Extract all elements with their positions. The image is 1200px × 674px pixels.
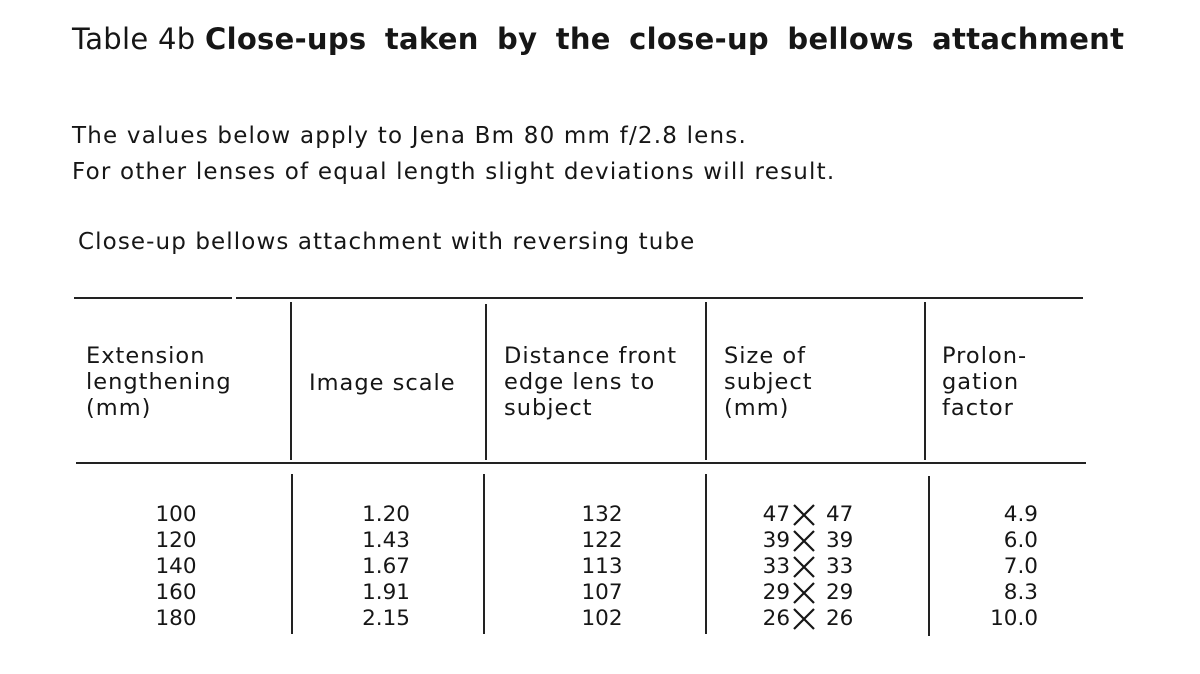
size-width: 47	[762, 502, 790, 527]
table-cell: 2.15	[362, 606, 410, 631]
table-cell: 1.20	[362, 502, 410, 527]
column-distance	[572, 502, 632, 632]
table-cell: 7.0	[1003, 554, 1038, 579]
column-separator	[928, 476, 930, 636]
table-cell: 1.67	[362, 554, 410, 579]
table-cell: 120	[155, 528, 197, 553]
table-cell: 122	[581, 528, 623, 553]
header-size: Size of subject (mm)	[724, 343, 813, 421]
size-cell	[752, 580, 864, 606]
table-cell: 10.0	[990, 606, 1038, 631]
size-cell	[752, 502, 864, 528]
table-cell: 100	[155, 502, 197, 527]
size-height: 33	[826, 554, 854, 579]
column-size	[752, 502, 864, 632]
table-heading: Close-ups taken by the close-up bellows attachment	[205, 22, 1125, 56]
table-cell: 132	[581, 502, 623, 527]
table-cell: 6.0	[1003, 528, 1038, 553]
intro-line-1: The values below apply to Jena Bm 80 mm f/2.8 lens.	[72, 123, 748, 149]
table-cell: 140	[155, 554, 197, 579]
column-separator	[290, 302, 292, 460]
times-icon	[791, 580, 817, 606]
table-cell: 160	[155, 580, 197, 605]
table-top-rule-left	[74, 297, 232, 299]
times-icon	[791, 502, 817, 528]
table-cell: 4.9	[1003, 502, 1038, 527]
column-separator	[924, 302, 926, 460]
times-icon	[791, 528, 817, 554]
column-separator	[485, 304, 487, 460]
column-prolongation	[968, 502, 1038, 632]
times-icon	[791, 554, 817, 580]
size-cell	[752, 528, 864, 554]
size-width: 39	[762, 528, 790, 553]
intro-line-2: For other lenses of equal length slight deviations will result.	[72, 159, 836, 185]
size-height: 39	[826, 528, 854, 553]
header-extension: Extension lengthening (mm)	[86, 343, 232, 421]
size-width: 26	[762, 606, 790, 631]
column-separator	[705, 474, 707, 634]
intro-text	[72, 118, 835, 190]
column-image-scale	[356, 502, 416, 632]
size-height: 29	[826, 580, 854, 605]
table-top-rule-right	[236, 297, 1083, 299]
table-cell: 107	[581, 580, 623, 605]
column-separator	[483, 474, 485, 634]
table-cell: 1.43	[362, 528, 410, 553]
size-width: 29	[762, 580, 790, 605]
header-image-scale: Image scale	[309, 370, 456, 396]
size-height: 47	[826, 502, 854, 527]
header-distance: Distance front edge lens to subject	[504, 343, 678, 421]
table-cell: 113	[581, 554, 623, 579]
column-separator	[291, 474, 293, 634]
table-header-rule	[76, 462, 1086, 464]
size-cell	[752, 606, 864, 632]
size-cell	[752, 554, 864, 580]
table-title	[72, 22, 1124, 56]
table-subtitle: Close-up bellows attachment with reversing tube	[78, 229, 696, 255]
header-prolongation: Prolon- gation factor	[942, 343, 1028, 421]
table-cell: 102	[581, 606, 623, 631]
size-width: 33	[762, 554, 790, 579]
column-extension	[146, 502, 206, 632]
size-height: 26	[826, 606, 854, 631]
table-cell: 1.91	[362, 580, 410, 605]
table-cell: 180	[155, 606, 197, 631]
column-separator	[705, 302, 707, 460]
table-number: Table 4b	[72, 22, 196, 56]
table-cell: 8.3	[1003, 580, 1038, 605]
times-icon	[791, 606, 817, 632]
